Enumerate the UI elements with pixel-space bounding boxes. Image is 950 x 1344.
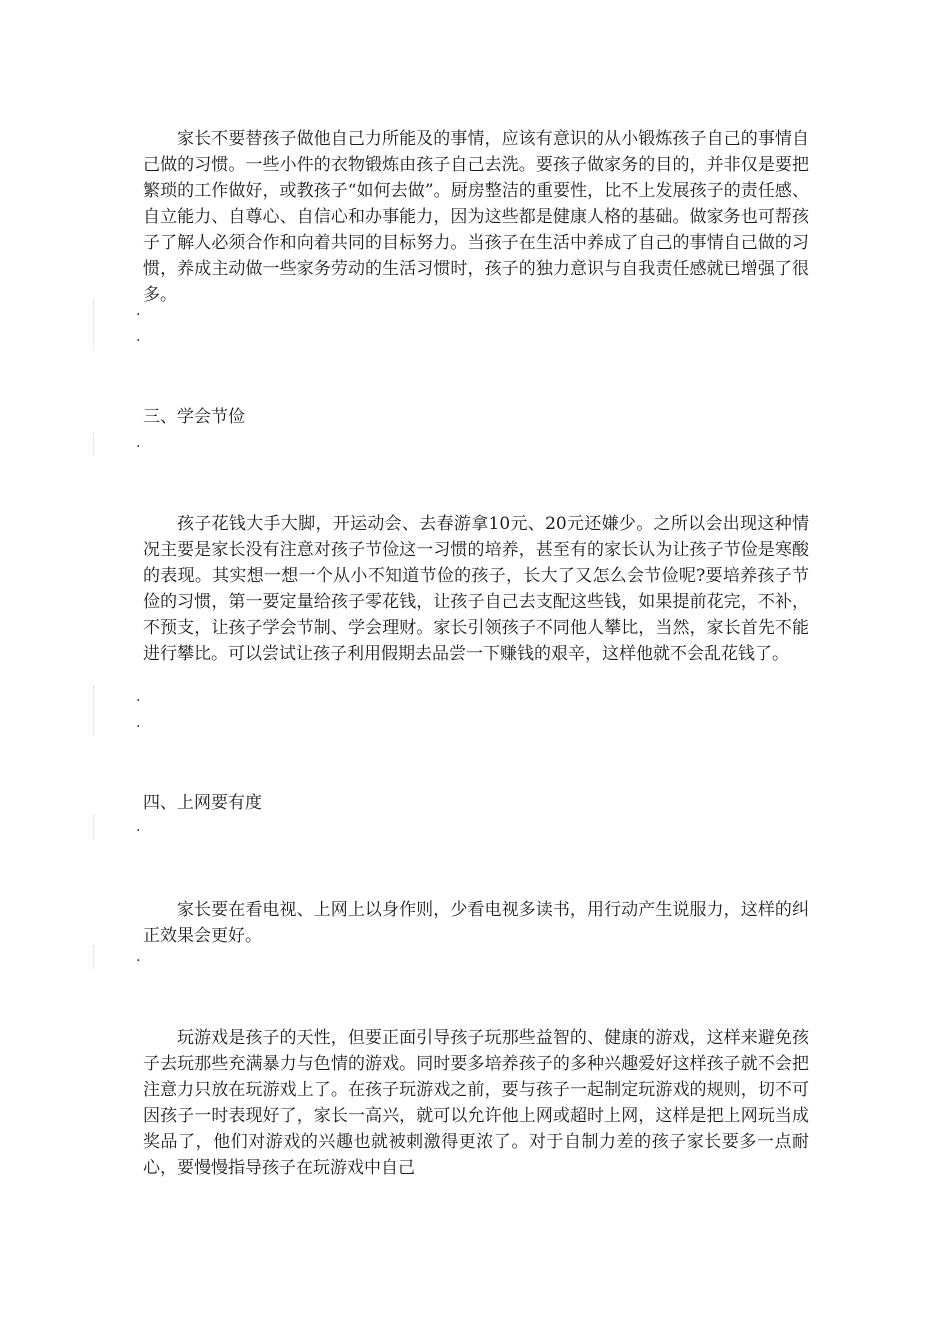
paragraph-mark: · <box>136 333 141 349</box>
paragraph-mark: · <box>136 953 141 969</box>
paragraph-mark: · <box>136 719 141 735</box>
paragraph-1: 家长不要替孩子做他自己力所能及的事情，应该有意识的从小锻炼孩子自己的事情自己做的习惯。一些小件的衣物锻炼由孩子自己去洗。要孩子做家务的目的，并非仅是要把繁琐的工作做好，或教孩子“如何去做”。厨房整洁的重要性，比不上发展孩子的责任感、自立能力、自尊心、自信心和办事能力，因为这些都是健康人格的基础。做家务也可帮孩子了解人必须合作和向着共同的目标努力。当孩子在生活中养成了自己的事情自己做的习惯，养成主动做一些家务劳动的生活习惯时，孩子的独力意识与自我责任感就已增强了很多。 <box>143 129 809 305</box>
paragraph-2: 孩子花钱大手大脚，开运动会、去春游拿10元、20元还嫌少。之所以会出现这种情况主要是家长没有注意对孩子节俭这一习惯的培养，甚至有的家长认为让孩子节俭是寒酸的表现。其实想一想一个从小不知道节俭的孩子，长大了又怎么会节俭呢?要培养孩子节俭的习惯，第一要定量给孩子零花钱，让孩子自己去支配这些钱，如果提前花完，不补，不预支，让孩子学会节制、学会理财。家长引领孩子不同他人攀比，当然，家长首先不能进行攀比。可以尝试让孩子利用假期去品尝一下赚钱的艰辛，这样他就不会乱花钱了。 <box>143 514 809 664</box>
paragraph-3: 家长要在看电视、上网上以身作则，少看电视多读书，用行动产生说服力，这样的纠正效果会更好。 <box>143 900 809 946</box>
paragraph-4: 玩游戏是孩子的天性，但要正面引导孩子玩那些益智的、健康的游戏，这样来避免孩子去玩那些充满暴力与色情的游戏。同时要多培养孩子的多种兴趣爱好这样孩子就不会把注意力只放在玩游戏上了。在孩子玩游戏之前，要与孩子一起制定玩游戏的规则，切不可因孩子一时表现好了，家长一高兴，就可以允许他上网或超时上网，这样是把上网玩当成奖品了，他们对游戏的兴趣也就被刺激得更浓了。对于自制力差的孩子家长要多一点耐心，要慢慢指导孩子在玩游戏中自己 <box>143 1028 809 1178</box>
paragraph-mark: · <box>136 307 141 323</box>
margin-guide <box>93 946 94 970</box>
paragraph-mark: · <box>136 823 141 839</box>
margin-guide <box>93 432 94 456</box>
paragraph-mark: · <box>136 439 141 455</box>
margin-guide <box>93 300 94 350</box>
margin-guide <box>93 815 94 839</box>
margin-guide <box>93 686 94 736</box>
section-heading-3: 三、学会节俭 <box>143 407 245 427</box>
paragraph-mark: · <box>136 693 141 709</box>
section-heading-4: 四、上网要有度 <box>143 793 262 813</box>
